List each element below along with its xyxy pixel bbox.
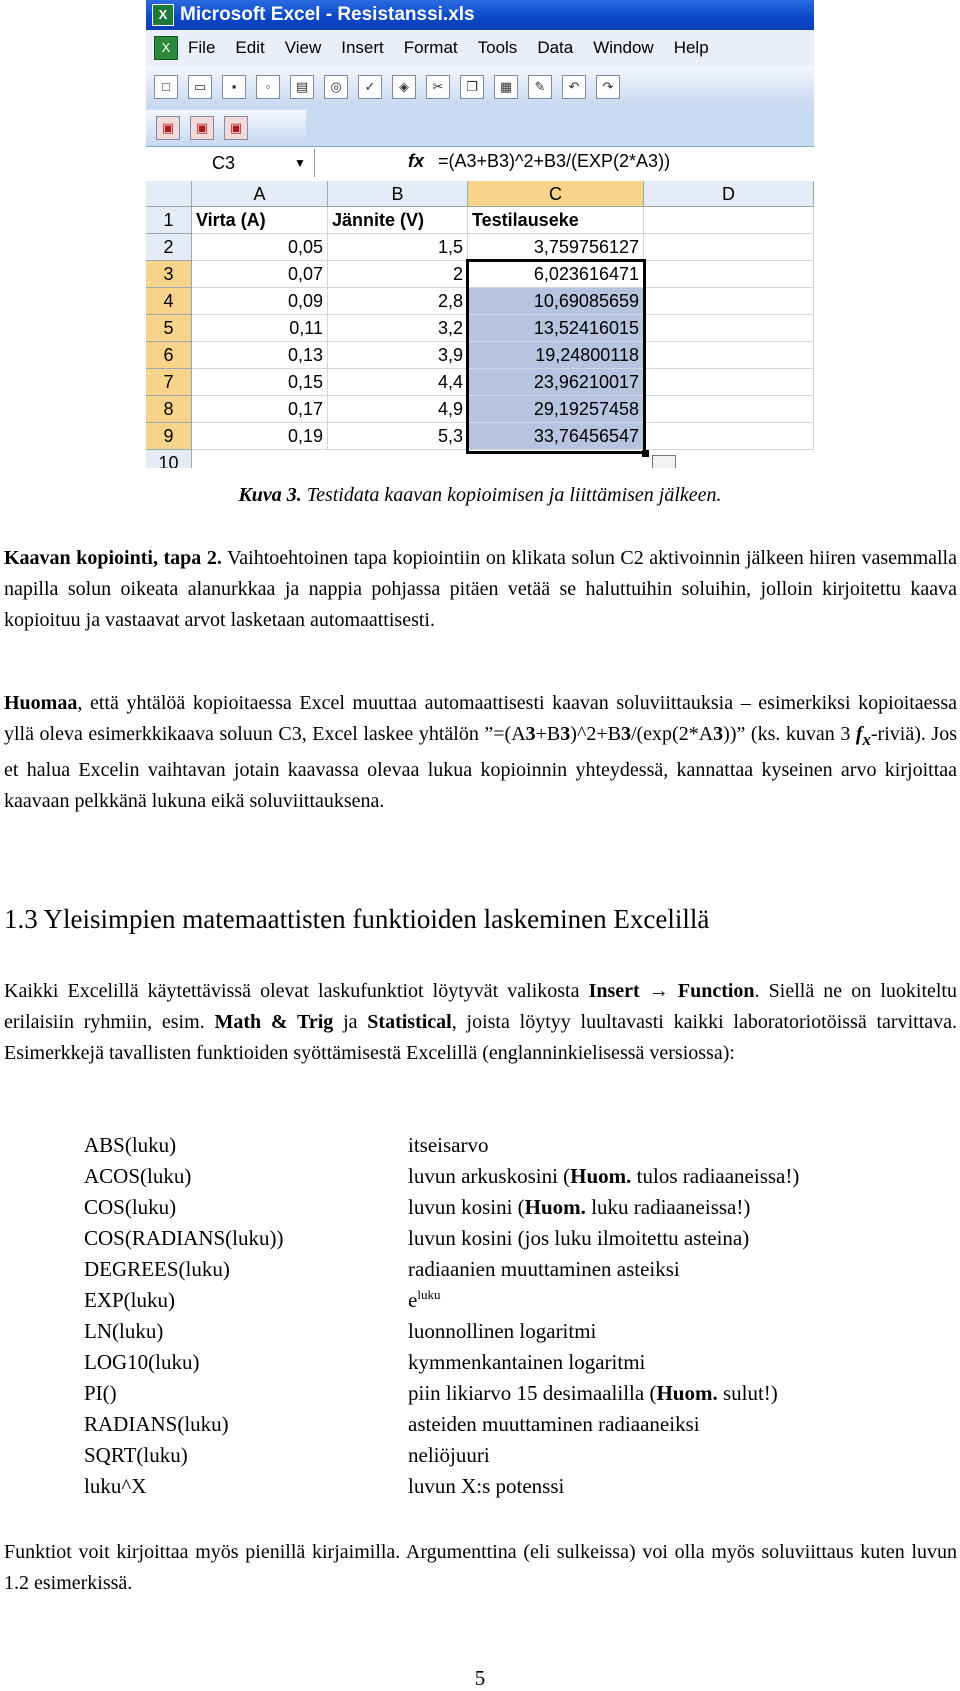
- pdf-toolbar: [146, 110, 306, 146]
- name-box-value: C3: [212, 152, 236, 173]
- para3-text: ja: [333, 1011, 368, 1033]
- cell-b[interactable]: 2: [328, 261, 468, 288]
- menu-path: Insert → Function: [588, 980, 755, 1002]
- para2-text: ))” (ks. kuvan 3: [723, 723, 856, 745]
- open-icon[interactable]: ▭: [188, 75, 212, 99]
- pdf-convert-icon[interactable]: ▣: [156, 116, 180, 140]
- function-desc: luvun X:s potenssi: [408, 1474, 565, 1498]
- function-desc: radiaanien muuttaminen asteiksi: [408, 1257, 680, 1281]
- para2-text: +B: [535, 723, 561, 745]
- para2-text: -riviä). Jos et halua Excelin vaihtavan jotain kaavassa olevaa lukua kopioinnin yhteydessä, kannattaa kyseinen arvo kirjoittaa kaavaan pelkkänä lukuna eikä soluviittauksena.: [4, 723, 957, 812]
- row-header[interactable]: 5: [146, 315, 192, 342]
- undo-icon[interactable]: ↶: [562, 75, 586, 99]
- list-item: [84, 1161, 799, 1192]
- cell-d[interactable]: [644, 234, 814, 261]
- cell-c1[interactable]: Testilauseke: [468, 207, 644, 234]
- pdf-email-icon[interactable]: ▣: [190, 116, 214, 140]
- cell-c-selected[interactable]: 29,19257458: [468, 396, 644, 423]
- paste-icon[interactable]: ▦: [494, 75, 518, 99]
- cell-c-selected[interactable]: 23,96210017: [468, 369, 644, 396]
- cell-b[interactable]: 2,8: [328, 288, 468, 315]
- function-name: EXP(luku): [84, 1288, 175, 1312]
- caption-text: Testidata kaavan kopioimisen ja liittämisen jälkeen.: [306, 484, 722, 506]
- format-painter-icon[interactable]: ✎: [528, 75, 552, 99]
- function-list: [84, 1130, 799, 1502]
- category-statistical: Statistical: [367, 1011, 452, 1033]
- para2-ref: 3: [525, 723, 536, 745]
- cell-c-selected[interactable]: 13,52416015: [468, 315, 644, 342]
- cell-c-selected[interactable]: 10,69085659: [468, 288, 644, 315]
- function-name: COS(luku): [84, 1195, 177, 1219]
- function-desc: luvun kosini (Huom. luku radiaaneissa!): [408, 1195, 751, 1219]
- row-header[interactable]: 7: [146, 369, 192, 396]
- paste-options-icon[interactable]: [652, 455, 676, 468]
- para3-text: Kaikki Excelillä käytettävissä olevat laskufunktiot löytyvät valikosta: [4, 980, 589, 1002]
- cell-b[interactable]: 4,4: [328, 369, 468, 396]
- cell-c[interactable]: 3,759756127: [468, 234, 644, 261]
- menu-edit[interactable]: Edit: [235, 38, 265, 57]
- cell-b[interactable]: 3,9: [328, 342, 468, 369]
- cell-a[interactable]: 0,13: [192, 342, 328, 369]
- menu-file[interactable]: File: [188, 38, 216, 57]
- function-desc: piin likiarvo 15 desimaalilla (Huom. sulut!): [408, 1381, 778, 1405]
- list-item: [84, 1409, 799, 1440]
- function-name: ACOS(luku): [84, 1164, 192, 1188]
- paragraph-copy-method: [4, 543, 957, 636]
- window-title: Microsoft Excel - Resistanssi.xls: [180, 4, 475, 25]
- cell-d1[interactable]: [644, 207, 814, 234]
- cell-d[interactable]: [644, 342, 814, 369]
- cell-b1[interactable]: Jännite (V): [328, 207, 468, 234]
- menu-view[interactable]: View: [284, 38, 322, 57]
- column-header-c[interactable]: C: [468, 181, 644, 207]
- caption-label: Kuva 3.: [238, 484, 302, 506]
- menu-bar: [146, 30, 814, 66]
- function-desc: kymmenkantainen logaritmi: [408, 1350, 646, 1374]
- paragraph-lowercase: Funktiot voit kirjoittaa myös pienillä kirjaimilla. Argumenttina (eli sulkeissa) voi olla myös soluviittaus kuten luvun 1.2 esimerkissä.: [4, 1541, 957, 1594]
- cell-a[interactable]: 0,17: [192, 396, 328, 423]
- cell-a[interactable]: 0,05: [192, 234, 328, 261]
- cell-d[interactable]: [644, 315, 814, 342]
- cell-b[interactable]: 1,5: [328, 234, 468, 261]
- row-header[interactable]: 4: [146, 288, 192, 315]
- menu-format[interactable]: Format: [403, 38, 458, 57]
- function-desc: neliöjuuri: [408, 1443, 490, 1467]
- excel-title-bar: [146, 0, 814, 30]
- paragraph-functions: [4, 976, 957, 1069]
- list-item: [84, 1347, 799, 1378]
- cell-a1[interactable]: Virta (A): [192, 207, 328, 234]
- category-math-trig: Math & Trig: [214, 1011, 334, 1033]
- cell-d[interactable]: [644, 369, 814, 396]
- cell-d[interactable]: [644, 396, 814, 423]
- print-icon[interactable]: ▤: [290, 75, 314, 99]
- menu-tools[interactable]: Tools: [477, 38, 518, 57]
- function-name: luku^X: [84, 1474, 147, 1498]
- function-name: LOG10(luku): [84, 1350, 200, 1374]
- function-desc: itseisarvo: [408, 1133, 489, 1157]
- para2-ref: 3: [620, 723, 631, 745]
- research-icon[interactable]: ◈: [392, 75, 416, 99]
- column-header-a[interactable]: A: [192, 181, 328, 207]
- new-icon[interactable]: □: [154, 75, 178, 99]
- row-header[interactable]: 10: [146, 450, 192, 468]
- excel-screenshot: [146, 0, 814, 468]
- para2-text: , että yhtälöä kopioitaessa Excel muuttaa automaattisesti kaavan soluviittauksia – esimerkiksi kopioitaessa yllä oleva esimerkkikaava soluun C3, Excel laskee yhtälön ”=(A: [4, 692, 957, 745]
- list-item: [84, 1130, 799, 1161]
- cell-a[interactable]: 0,09: [192, 288, 328, 315]
- function-name: PI(): [84, 1381, 117, 1405]
- cut-icon[interactable]: ✂: [426, 75, 450, 99]
- save-icon[interactable]: ▪: [222, 75, 246, 99]
- para2-ref: 3: [560, 723, 571, 745]
- page-number: 5: [474, 1666, 486, 1690]
- standard-toolbar: [146, 66, 814, 108]
- column-header-d[interactable]: D: [644, 181, 814, 207]
- formula-input[interactable]: =(A3+B3)^2+B3/(EXP(2*A3)): [438, 151, 671, 171]
- para2-ref: 3: [713, 723, 724, 745]
- name-box[interactable]: [146, 149, 315, 177]
- spelling-icon[interactable]: ✓: [358, 75, 382, 99]
- function-name: SQRT(luku): [84, 1443, 188, 1467]
- function-desc: asteiden muuttaminen radiaaneiksi: [408, 1412, 700, 1436]
- copy-icon[interactable]: ❐: [460, 75, 484, 99]
- cell-d[interactable]: [644, 261, 814, 288]
- cell-a[interactable]: 0,15: [192, 369, 328, 396]
- list-item: [84, 1316, 799, 1347]
- list-item: [84, 1223, 799, 1254]
- list-item: [84, 1471, 799, 1502]
- select-all-corner[interactable]: [146, 181, 192, 207]
- row-header[interactable]: 2: [146, 234, 192, 261]
- fx-subscript: x: [862, 730, 871, 749]
- para1-text: Vaihtoehtoinen tapa kopiointiin on klikata solun C2 aktivoinnin jälkeen hiiren vasemmalla napilla solun oikeata alanurkkaa ja nappia pohjassa pitäen vetää se haluttuihin soluihin, jolloin kirjoitettu kaava kopioituu ja vastaavat arvot lasketaan automaattisesti.: [4, 547, 957, 631]
- function-name: RADIANS(luku): [84, 1412, 229, 1436]
- cell-b[interactable]: 3,2: [328, 315, 468, 342]
- cell-d[interactable]: [644, 288, 814, 315]
- list-item: [84, 1192, 799, 1223]
- row-header[interactable]: 1: [146, 207, 192, 234]
- row-header[interactable]: 9: [146, 423, 192, 450]
- print-preview-icon[interactable]: ◎: [324, 75, 348, 99]
- menu-insert[interactable]: Insert: [341, 38, 384, 57]
- function-desc: $e^{luku}$: [408, 1287, 441, 1312]
- section-heading: 1.3 Yleisimpien matemaattisten funktioiden laskeminen Excelillä: [4, 904, 710, 934]
- function-desc: luvun arkuskosini (Huom. tulos radiaaneissa!): [408, 1164, 800, 1188]
- para2-lead: Huomaa: [4, 692, 78, 714]
- cell-a[interactable]: 0,07: [192, 261, 328, 288]
- para3-text: . Siellä ne on luokiteltu erilaisiin ryhmiin, esim.: [4, 980, 957, 1033]
- para1-lead: Kaavan kopiointi, tapa 2.: [4, 547, 222, 569]
- cell-c-selected[interactable]: 33,76456547: [468, 423, 644, 450]
- list-item: [84, 1254, 799, 1285]
- redo-icon[interactable]: ↷: [596, 75, 620, 99]
- function-desc: luvun kosini (jos luku ilmoitettu asteina): [408, 1226, 750, 1250]
- chevron-down-icon[interactable]: ▼: [294, 156, 306, 170]
- para3-text: , joista löytyy luultavasti kaikki laboratoriotöissä tarvittava. Esimerkkejä tavallisten funktioiden syöttämisestä Excelillä (englanninkielisessä versiossa):: [4, 1011, 958, 1064]
- function-name: ABS(luku): [84, 1133, 177, 1157]
- function-name: LN(luku): [84, 1319, 164, 1343]
- cell-c-selected[interactable]: 19,24800118: [468, 342, 644, 369]
- insert-function-icon[interactable]: fx: [408, 151, 425, 171]
- para2-text: /(exp(2*A: [630, 723, 714, 745]
- fx-symbol: f: [855, 723, 863, 745]
- function-desc: luonnollinen logaritmi: [408, 1319, 597, 1343]
- list-item: [84, 1285, 799, 1316]
- figure-caption: [0, 484, 960, 507]
- cell-d[interactable]: [644, 423, 814, 450]
- pdf-review-icon[interactable]: ▣: [224, 116, 248, 140]
- function-name: DEGREES(luku): [84, 1257, 230, 1281]
- cell-b[interactable]: 5,3: [328, 423, 468, 450]
- permission-icon[interactable]: ◦: [256, 75, 280, 99]
- list-item: [84, 1378, 799, 1409]
- column-header-b[interactable]: B: [328, 181, 468, 207]
- menu-data[interactable]: Data: [537, 38, 574, 57]
- para2-text: )^2+B: [570, 723, 621, 745]
- cell-b[interactable]: 4,9: [328, 396, 468, 423]
- cell-a[interactable]: 0,19: [192, 423, 328, 450]
- paragraph-note: [4, 688, 957, 817]
- row-header[interactable]: 8: [146, 396, 192, 423]
- workbook-icon[interactable]: X: [154, 36, 178, 60]
- list-item: [84, 1440, 799, 1471]
- cell-a[interactable]: 0,11: [192, 315, 328, 342]
- function-name: COS(RADIANS(luku)): [84, 1226, 284, 1250]
- formula-bar: [146, 146, 814, 182]
- row-header[interactable]: 6: [146, 342, 192, 369]
- fill-handle[interactable]: [642, 450, 649, 457]
- menu-window[interactable]: Window: [593, 38, 654, 57]
- row-header[interactable]: 3: [146, 261, 192, 288]
- excel-app-icon: X: [152, 4, 174, 26]
- menu-help[interactable]: Help: [673, 38, 709, 57]
- worksheet-grid: [146, 181, 814, 468]
- cell-c-active[interactable]: 6,023616471: [468, 261, 644, 288]
